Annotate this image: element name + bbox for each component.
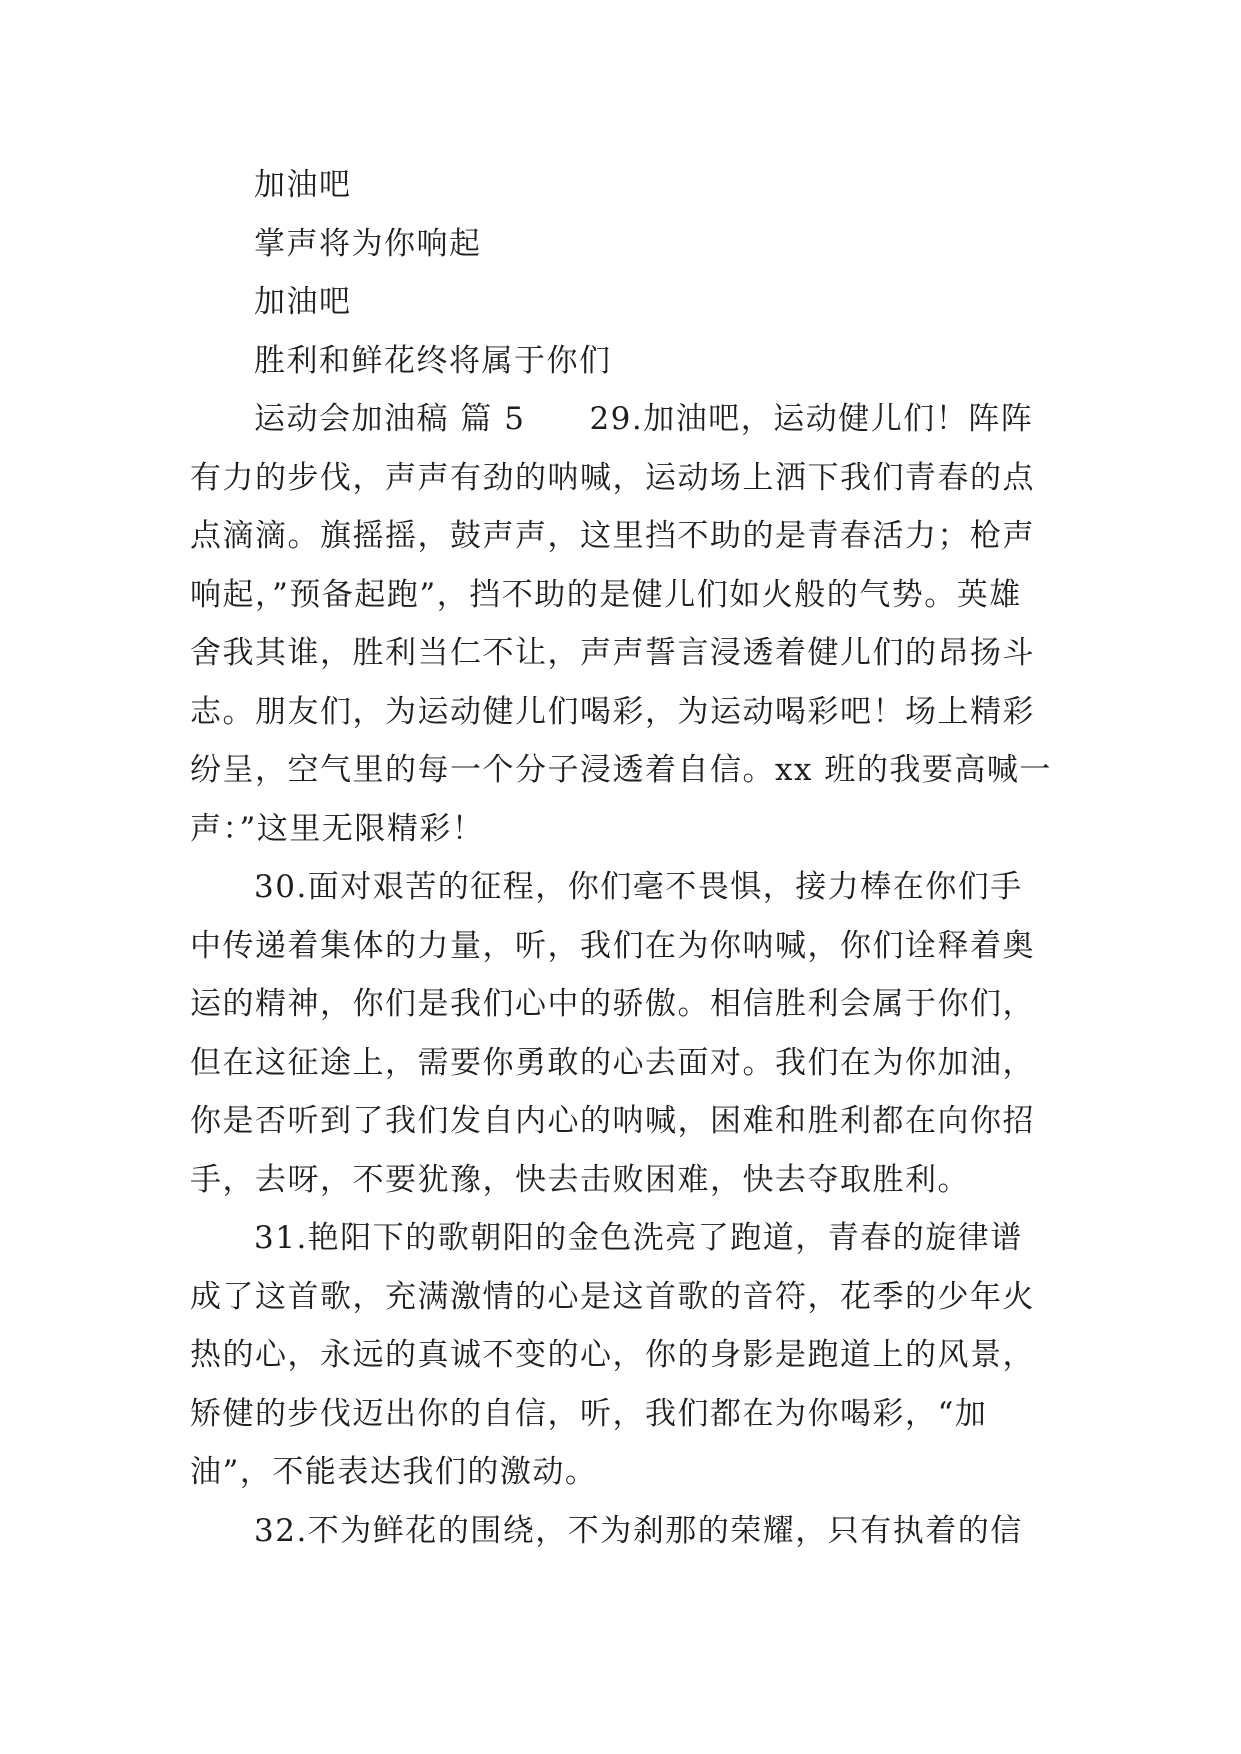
text-line: 点滴滴。旗摇摇，鼓声声，这里挡不助的是青春活力；枪声: [190, 518, 1035, 554]
document-body: [190, 156, 1052, 1560]
text-line: 运的精神，你们是我们心中的骄傲。相信胜利会属于你们，: [190, 986, 1035, 1022]
text-line: 中传递着集体的力量，听，我们在为你呐喊，你们诠释着奥: [190, 927, 1035, 964]
text-line: 但在这征途上，需要你勇敢的心去面对。我们在为你加油，: [190, 1044, 1035, 1081]
text-line: 有力的步伐，声声有劲的呐喊，运动场上洒下我们青春的点: [190, 459, 1035, 496]
text-line: 手，去呀，不要犹豫，快去击败困难，快去夺取胜利。: [190, 1161, 970, 1198]
text-line: 31.艳阳下的歌朝阳的金色洗亮了跑道，青春的旋律谱: [254, 1220, 1023, 1256]
text-line: 响起，”预备起跑”，挡不助的是健儿们如火般的气势。英雄: [190, 576, 1022, 613]
text-line: 32.不为鲜花的围绕，不为刹那的荣耀，只有执着的信: [254, 1512, 1023, 1549]
paragraph-32: [190, 1502, 1052, 1561]
text-line: 纷呈，空气里的每一个分子浸透着自信。xx 班的我要高喊一: [190, 752, 1052, 788]
text-line: 掌声将为你响起: [254, 225, 482, 262]
text-line: 加油吧: [254, 167, 352, 203]
text-line: 矫健的步伐迈出你的自信，听，我们都在为你喝彩，“加: [190, 1395, 988, 1432]
paragraph-31: [190, 1209, 1052, 1502]
paragraph-29: [190, 390, 1052, 858]
text-line: 油”，不能表达我们的激动。: [190, 1454, 598, 1490]
text-line: 声：”这里无限精彩！: [190, 810, 485, 847]
text-line: 热的心，永远的真诚不变的心，你的身影是跑道上的风景，: [190, 1337, 1035, 1373]
text-line: 舍我其谁，胜利当仁不让，声声誓言浸透着健儿们的昂扬斗: [190, 635, 1035, 671]
text-line: 胜利和鲜花终将属于你们: [254, 342, 612, 379]
text-line: [190, 390, 1052, 449]
text-line: 加油吧: [254, 284, 352, 320]
text-line: 你是否听到了我们发自内心的呐喊，困难和胜利都在向你招: [190, 1103, 1035, 1139]
paragraph-30: [190, 858, 1052, 1209]
text-line: 成了这首歌，充满激情的心是这首歌的音符，花季的少年火: [190, 1278, 1035, 1315]
text-line: 志。朋友们，为运动健儿们喝彩，为运动喝彩吧！场上精彩: [190, 693, 1035, 730]
section-heading: 运动会加油稿 篇 5: [254, 401, 526, 437]
paragraph-first-line: 29.加油吧，运动健儿们！阵阵: [589, 401, 1034, 437]
text-line: 30.面对艰苦的征程，你们毫不畏惧，接力棒在你们手: [254, 869, 1023, 905]
